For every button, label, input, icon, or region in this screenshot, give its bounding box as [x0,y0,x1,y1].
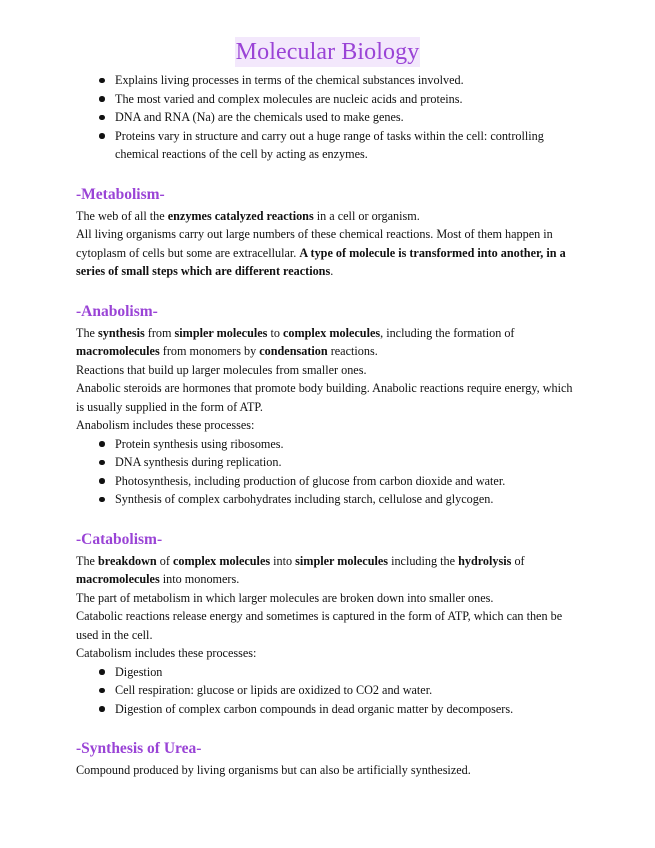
bold-text: macromolecules [76,572,160,586]
anabolism-paragraph: Anabolism includes these processes: [76,418,255,432]
text-run: from monomers by [159,344,260,358]
anabolism-bullet-list [76,435,576,509]
bold-text: A type of molecule is transformed into another, in a series of small steps which are different reactions [76,245,566,278]
list-item: Digestion [76,663,576,682]
text-run: to [267,325,283,340]
list-item: The most varied and complex molecules are nucleic acids and proteins. [76,90,576,109]
anabolism-paragraph: Reactions that build up larger molecules from smaller ones. [76,362,367,377]
list-item: Synthesis of complex carbohydrates including starch, cellulose and glycogen. [76,490,576,509]
bold-text: breakdown [98,553,157,568]
catabolism-bullet-list [76,663,576,719]
text-run: The [76,325,98,340]
catabolism-heading: -Catabolism- [76,530,163,548]
bold-text: hydrolysis [458,553,512,568]
bold-text: enzymes catalyzed reactions [167,208,314,223]
bold-text: complex molecules [282,325,381,340]
anabolism-definition [76,324,576,361]
text-run: The [76,553,98,568]
metabolism-definition [76,207,576,226]
anabolism-paragraph: Anabolic steroids are hormones that promote body building. Anabolic reactions require energy, which is usually supplied in the form of ATP. [76,381,573,414]
page-title: Molecular Biology [235,39,420,65]
text-run: . [330,264,334,278]
metabolism-description [76,225,576,281]
text-run: , including the formation of [380,325,515,340]
urea-heading: -Synthesis of Urea- [76,740,202,757]
text-run: of [156,553,173,568]
text-run: reactions. [327,344,378,358]
text-run: including the [388,553,459,568]
catabolism-paragraph: Catabolic reactions release energy and sometimes is captured in the form of ATP, which can then be used in the cell. [76,609,563,642]
catabolism-paragraph: Catabolism includes these processes: [76,646,257,660]
list-item: Digestion of complex carbon compounds in dead organic matter by decomposers. [76,700,576,719]
text-run: into monomers. [159,572,240,586]
bold-text: complex molecules [172,553,271,568]
list-item: Proteins vary in structure and carry out a huge range of tasks within the cell: controlling chemical reactions of the cell by acting as enzymes. [76,127,576,164]
list-item: Photosynthesis, including production of glucose from carbon dioxide and water. [76,472,576,491]
text-run: All living organisms carry out large numbers of these chemical reactions. Most of them happen in cytoplasm of cells but some are extracellular. [76,227,553,260]
list-item: Explains living processes in terms of the chemical substances involved. [76,71,576,90]
bold-text: synthesis [98,325,145,340]
urea-paragraph: Compound produced by living organisms but can also be artificially synthesized. [76,763,471,777]
metabolism-heading: -Metabolism- [76,185,165,203]
bold-text: condensation [259,344,328,358]
bold-text: macromolecules [76,344,160,358]
list-item: Cell respiration: glucose or lipids are oxidized to CO2 and water. [76,681,576,700]
catabolism-paragraph: The part of metabolism in which larger molecules are broken down into smaller ones. [76,590,494,605]
text-run: The web of all the [76,208,168,223]
text-run: from [144,325,175,340]
list-item: Protein synthesis using ribosomes. [76,435,576,454]
list-item: DNA synthesis during replication. [76,453,576,472]
bold-text: simpler molecules [295,553,389,568]
title-container [0,37,655,67]
bold-text: simpler molecules [174,325,268,340]
text-run: in a cell or organism. [313,208,420,223]
document-body [76,71,576,780]
anabolism-heading: -Anabolism- [76,302,158,320]
list-item: DNA and RNA (Na) are the chemicals used to make genes. [76,108,576,127]
text-run: of [511,553,525,568]
catabolism-definition [76,552,576,589]
text-run: into [270,553,296,568]
intro-bullet-list [76,71,576,164]
